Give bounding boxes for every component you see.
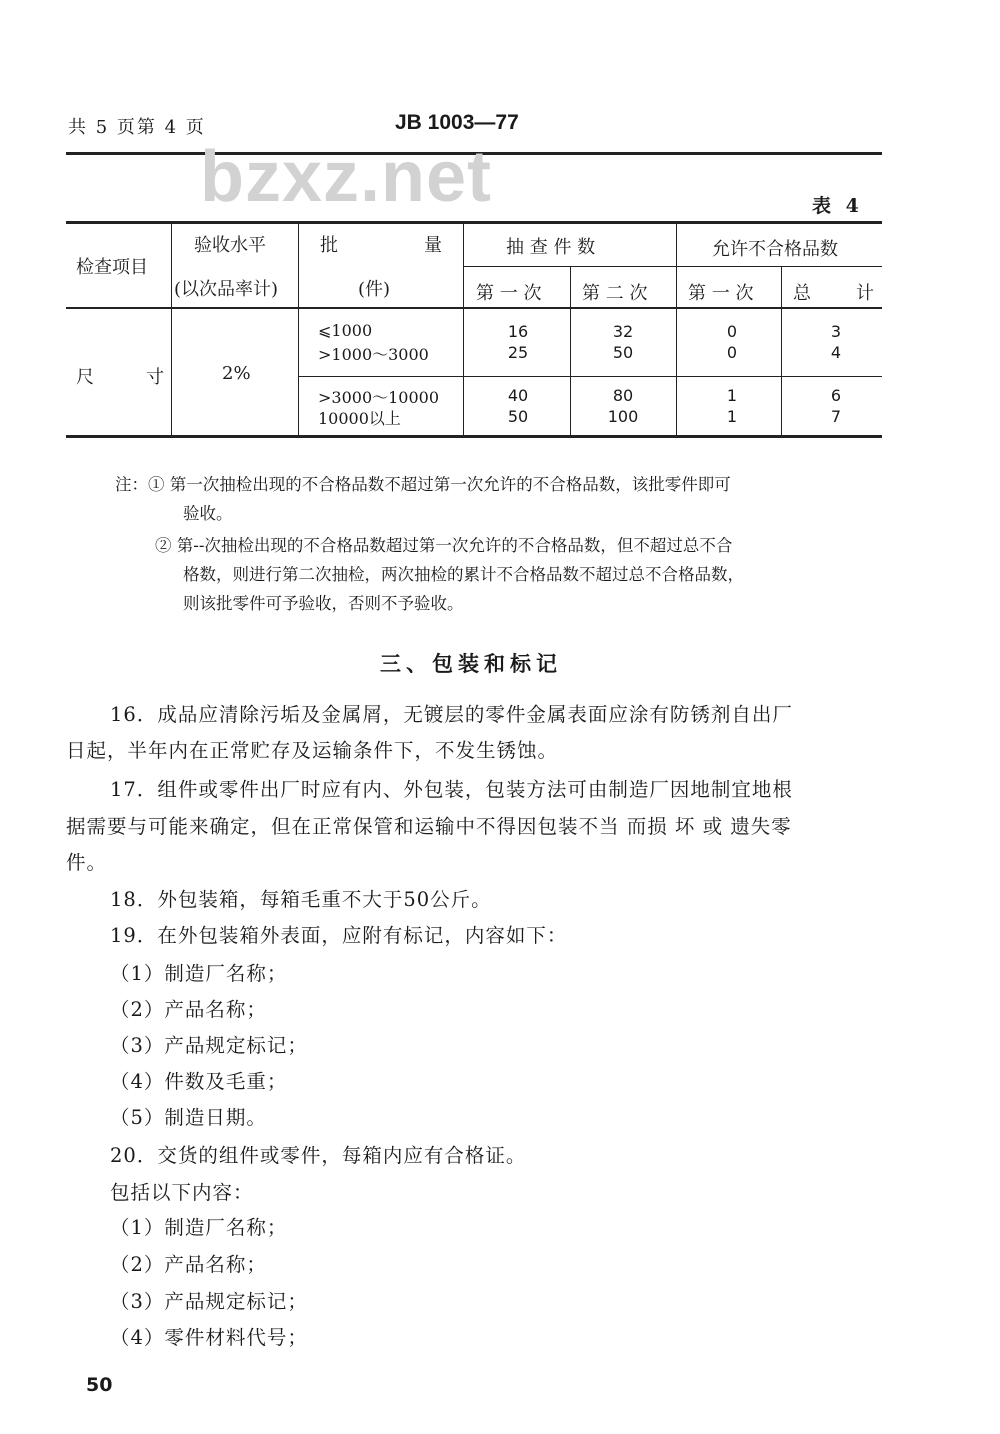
header-batch: 量 [424, 235, 442, 256]
level-value: 2% [222, 363, 251, 384]
sample-second-value: 32 [612, 322, 634, 341]
allowed-first-value: 0 [726, 322, 738, 341]
header-item: 检查项目 [76, 257, 148, 278]
list-item: （1）制造厂名称； [110, 1216, 288, 1239]
table-label: 表 4 [812, 195, 863, 217]
body-paragraph: 18．外包装箱，每箱毛重不大于50公斤。 [110, 888, 492, 911]
list-item: （3）产品规定标记； [110, 1290, 308, 1313]
body-paragraph: 20．交货的组件或零件，每箱内应有合格证。 [110, 1144, 527, 1167]
header-level-line1: 验收水平 [194, 235, 266, 256]
table-header-rule [66, 307, 882, 309]
list-item: （4）零件材料代号； [110, 1326, 308, 1349]
table-col-rule [171, 221, 172, 438]
table-group-rule [298, 376, 882, 377]
header-sample: 抽 查 件 数 [506, 237, 596, 258]
table-top-rule [66, 221, 882, 224]
allowed-total-value: 4 [830, 343, 842, 362]
batch-range: ⩽1000 [318, 321, 373, 340]
header-allowed-total: 总 [793, 283, 811, 304]
allowed-first-value: 1 [726, 386, 738, 405]
batch-range: >1000～3000 [318, 345, 429, 364]
header-sample-first: 第 一 次 [476, 283, 542, 304]
sample-first-value: 25 [507, 343, 529, 362]
header-allowed: 允许不合格品数 [712, 239, 838, 260]
table-col-rule [570, 266, 571, 438]
body-paragraph: 据需要与可能来确定，但在正常保管和运输中不得因包装不当 而损 坏 或 遗失零 [66, 815, 792, 838]
list-item: （4）件数及毛重； [110, 1070, 288, 1093]
body-paragraph: 包括以下内容： [110, 1181, 254, 1204]
table-col-rule [781, 266, 782, 438]
sample-first-value: 50 [507, 407, 529, 426]
watermark: bzxz.net [200, 137, 493, 217]
note-line: ② 第--次抽检出现的不合格品数超过第一次允许的不合格品数，但不超过总不合 [155, 536, 733, 555]
body-paragraph: 17．组件或零件出厂时应有内、外包装，包装方法可由制造厂因地制宜地根 [110, 778, 793, 801]
inspection-table [66, 221, 882, 438]
table-col-rule [298, 221, 299, 438]
table-col-rule [463, 221, 464, 438]
note-line: 则该批零件可予验收，否则不予验收。 [183, 594, 464, 613]
page-info: 共 5 页第 4 页 [68, 117, 206, 138]
header-allowed-total: 计 [856, 283, 874, 304]
note-line: 注：① 第一次抽检出现的不合格品数不超过第一次允许的不合格品数，该批零件即可 [115, 475, 731, 494]
standard-code: JB 1003—77 [395, 111, 519, 134]
list-item: （2）产品名称； [110, 998, 267, 1021]
sample-first-value: 16 [507, 322, 529, 341]
list-item: （5）制造日期。 [110, 1106, 267, 1129]
page-number: 50 [86, 1374, 113, 1396]
header-batch: 批 [320, 235, 338, 256]
header-level-line2: (以次品率计) [174, 279, 279, 300]
table-sub-header-rule [463, 266, 882, 267]
item-value: 寸 [146, 367, 164, 388]
note-line: 格数，则进行第二次抽检，两次抽检的累计不合格品数不超过总不合格品数， [183, 565, 744, 584]
list-item: （3）产品规定标记； [110, 1034, 308, 1057]
body-paragraph: 件。 [66, 851, 108, 874]
list-item: （2）产品名称； [110, 1253, 267, 1276]
body-paragraph: 日起，半年内在正常贮存及运输条件下，不发生锈蚀。 [66, 739, 559, 762]
note-line: 验收。 [183, 504, 233, 523]
sample-second-value: 80 [612, 386, 634, 405]
body-paragraph: 16．成品应清除污垢及金属屑，无镀层的零件金属表面应涂有防锈剂自出厂 [110, 703, 793, 726]
allowed-total-value: 6 [830, 386, 842, 405]
allowed-first-value: 1 [726, 407, 738, 426]
header-allowed-first: 第 一 次 [688, 283, 754, 304]
list-item: （1）制造厂名称； [110, 962, 288, 985]
header-batch-unit: (件) [358, 279, 391, 300]
sample-second-value: 50 [612, 343, 634, 362]
sample-first-value: 40 [507, 386, 529, 405]
batch-range: >3000～10000 [318, 388, 440, 407]
table-bottom-rule [66, 435, 882, 438]
section-title: 三、包装和标记 [380, 651, 562, 676]
table-col-rule [676, 221, 677, 438]
sample-second-value: 100 [607, 407, 639, 426]
table-notes [115, 470, 895, 618]
batch-range: 10000以上 [318, 409, 401, 428]
allowed-total-value: 7 [830, 407, 842, 426]
item-value: 尺 [76, 367, 94, 388]
body-paragraph: 19．在外包装箱外表面，应附有标记，内容如下： [110, 924, 568, 947]
allowed-total-value: 3 [830, 322, 842, 341]
header-sample-second: 第 二 次 [582, 283, 648, 304]
allowed-first-value: 0 [726, 343, 738, 362]
